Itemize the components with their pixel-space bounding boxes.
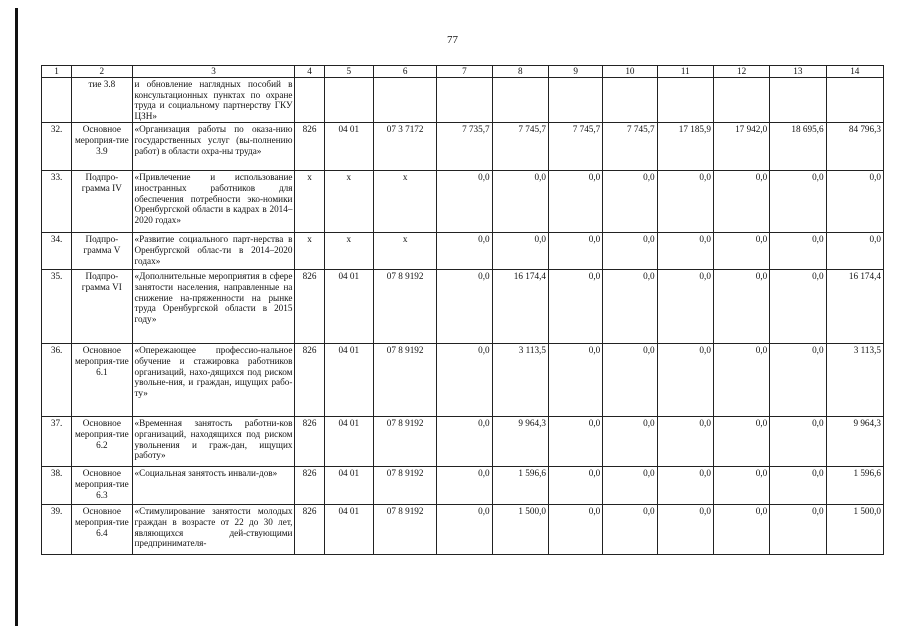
item-description: «Дополнительные мероприятия в сфере занятости населения, направленные на снижение на-пряженности на рынке труда Оренбургской области в 2015 году» [132, 270, 295, 344]
cell-col11 [657, 78, 713, 123]
table-row [42, 505, 884, 555]
item-name: Основное мероприя-тие 6.3 [72, 467, 132, 505]
page-number: 77 [447, 34, 458, 46]
header-cell: 6 [373, 66, 436, 78]
table-row [42, 467, 884, 505]
cell-col11: 0,0 [657, 171, 713, 233]
cell-col4: х [295, 233, 324, 270]
header-cell: 3 [132, 66, 295, 78]
cell-col14: 9 964,3 [826, 417, 883, 467]
cell-col5 [324, 78, 373, 123]
header-cell: 2 [72, 66, 132, 78]
header-cell: 4 [295, 66, 324, 78]
cell-col12: 0,0 [713, 233, 769, 270]
cell-col8: 9 964,3 [492, 417, 548, 467]
cell-col14: 0,0 [826, 233, 883, 270]
cell-col7: 0,0 [437, 344, 492, 417]
cell-col7: 0,0 [437, 417, 492, 467]
row-number: 35. [42, 270, 72, 344]
cell-col12: 0,0 [713, 505, 769, 555]
row-number: 33. [42, 171, 72, 233]
cell-col6: х [373, 171, 436, 233]
header-cell: 9 [548, 66, 602, 78]
row-number: 39. [42, 505, 72, 555]
cell-col9: 0,0 [548, 417, 602, 467]
item-description: «Опережающее профессио-нальное обучение и стажировка работников организаций, нахо-дящихся под риском увольне-ния, и граждан, ищущих рабо-ту» [132, 344, 295, 417]
cell-col5: 04 01 [324, 467, 373, 505]
cell-col9: 0,0 [548, 171, 602, 233]
cell-col8: 3 113,5 [492, 344, 548, 417]
item-description: «Организация работы по оказа-нию государственных услуг (вы-полнению работ) в области охра-ны труда» [132, 123, 295, 171]
cell-col14: 1 500,0 [826, 505, 883, 555]
item-name: Основное мероприя-тие 6.2 [72, 417, 132, 467]
cell-col8: 0,0 [492, 171, 548, 233]
header-cell: 7 [437, 66, 492, 78]
cell-col10: 0,0 [603, 270, 657, 344]
cell-col10: 0,0 [603, 233, 657, 270]
table-row [42, 417, 884, 467]
header-row [42, 66, 884, 78]
cell-col8 [492, 78, 548, 123]
cell-col7 [437, 78, 492, 123]
cell-col12: 0,0 [713, 270, 769, 344]
cell-col12: 0,0 [713, 417, 769, 467]
cell-col7: 0,0 [437, 270, 492, 344]
cell-col5: 04 01 [324, 505, 373, 555]
header-cell: 13 [770, 66, 826, 78]
cell-col11: 0,0 [657, 233, 713, 270]
cell-col4: 826 [295, 505, 324, 555]
cell-col10: 0,0 [603, 344, 657, 417]
table-row [42, 344, 884, 417]
cell-col11: 0,0 [657, 270, 713, 344]
item-description: «Временная занятость работни-ков организаций, находящихся под риском увольнения и граж-дан, ищущих работу» [132, 417, 295, 467]
cell-col8: 1 596,6 [492, 467, 548, 505]
cell-col10 [603, 78, 657, 123]
header-cell: 11 [657, 66, 713, 78]
cell-col13: 0,0 [770, 270, 826, 344]
item-name: Подпро-грамма VI [72, 270, 132, 344]
cell-col14: 84 796,3 [826, 123, 883, 171]
cell-col6 [373, 78, 436, 123]
cell-col13: 0,0 [770, 344, 826, 417]
cell-col6: 07 8 9192 [373, 270, 436, 344]
cell-col5: 04 01 [324, 270, 373, 344]
cell-col7: 0,0 [437, 233, 492, 270]
cell-col7: 0,0 [437, 467, 492, 505]
cell-col8: 0,0 [492, 233, 548, 270]
table-row [42, 270, 884, 344]
item-name: Основное мероприя-тие 6.1 [72, 344, 132, 417]
cell-col13: 0,0 [770, 171, 826, 233]
cell-col10: 0,0 [603, 171, 657, 233]
cell-col6: х [373, 233, 436, 270]
cell-col13: 0,0 [770, 417, 826, 467]
cell-col5: х [324, 171, 373, 233]
row-number: 38. [42, 467, 72, 505]
cell-col14: 1 596,6 [826, 467, 883, 505]
cell-col11: 0,0 [657, 344, 713, 417]
header-cell: 1 [42, 66, 72, 78]
cell-col4: х [295, 171, 324, 233]
cell-col12: 0,0 [713, 171, 769, 233]
cell-col12: 0,0 [713, 344, 769, 417]
cell-col13 [770, 78, 826, 123]
cell-col6: 07 8 9192 [373, 467, 436, 505]
cell-col12 [713, 78, 769, 123]
cell-col13: 0,0 [770, 233, 826, 270]
cell-col11: 0,0 [657, 417, 713, 467]
table-row [42, 78, 884, 123]
cell-col4: 826 [295, 417, 324, 467]
cell-col12: 0,0 [713, 467, 769, 505]
item-description: «Социальная занятость инвали-дов» [132, 467, 295, 505]
cell-col8: 1 500,0 [492, 505, 548, 555]
table-row [42, 171, 884, 233]
cell-col4: 826 [295, 270, 324, 344]
cell-col7: 0,0 [437, 505, 492, 555]
cell-col4: 826 [295, 123, 324, 171]
cell-col10: 0,0 [603, 417, 657, 467]
item-description: и обновление наглядных пособий в консультационных пунктах по охране труда и социальному партнерству ГКУ ЦЗН» [132, 78, 295, 123]
binding-edge-line [15, 8, 18, 626]
header-cell: 10 [603, 66, 657, 78]
cell-col5: 04 01 [324, 417, 373, 467]
cell-col6: 07 8 9192 [373, 417, 436, 467]
cell-col6: 07 3 7172 [373, 123, 436, 171]
item-description: «Стимулирование занятости молодых граждан в возрасте от 22 до 30 лет, являющихся дей-ствующими предпринимателя- [132, 505, 295, 555]
cell-col9: 0,0 [548, 233, 602, 270]
cell-col9: 0,0 [548, 270, 602, 344]
cell-col9: 0,0 [548, 344, 602, 417]
cell-col14 [826, 78, 883, 123]
header-cell: 12 [713, 66, 769, 78]
cell-col14: 0,0 [826, 171, 883, 233]
cell-col9: 0,0 [548, 505, 602, 555]
item-name: Подпро-грамма V [72, 233, 132, 270]
cell-col11: 17 185,9 [657, 123, 713, 171]
cell-col13: 18 695,6 [770, 123, 826, 171]
header-cell: 5 [324, 66, 373, 78]
item-name: Основное мероприя-тие 3.9 [72, 123, 132, 171]
item-description: «Развитие социального парт-нерства в Оренбургской облас-ти в 2014–2020 годах» [132, 233, 295, 270]
cell-col7: 7 735,7 [437, 123, 492, 171]
cell-col4: 826 [295, 467, 324, 505]
table-row [42, 123, 884, 171]
cell-col9: 0,0 [548, 467, 602, 505]
table-row [42, 233, 884, 270]
cell-col12: 17 942,0 [713, 123, 769, 171]
header-cell: 14 [826, 66, 883, 78]
cell-col11: 0,0 [657, 505, 713, 555]
cell-col5: 04 01 [324, 344, 373, 417]
cell-col10: 0,0 [603, 505, 657, 555]
cell-col8: 16 174,4 [492, 270, 548, 344]
cell-col6: 07 8 9192 [373, 344, 436, 417]
cell-col11: 0,0 [657, 467, 713, 505]
cell-col5: 04 01 [324, 123, 373, 171]
cell-col10: 0,0 [603, 467, 657, 505]
item-name: Основное мероприя-тие 6.4 [72, 505, 132, 555]
item-description: «Привлечение и использование иностранных работников для обеспечения потребности эко-номики Оренбургской области в кадрах в 2014–2020 годах» [132, 171, 295, 233]
cell-col4 [295, 78, 324, 123]
budget-table [41, 65, 884, 555]
row-number: 32. [42, 123, 72, 171]
cell-col10: 7 745,7 [603, 123, 657, 171]
cell-col13: 0,0 [770, 467, 826, 505]
row-number [42, 78, 72, 123]
row-number: 34. [42, 233, 72, 270]
item-name: Подпро-грамма IV [72, 171, 132, 233]
cell-col9: 7 745,7 [548, 123, 602, 171]
row-number: 37. [42, 417, 72, 467]
cell-col5: х [324, 233, 373, 270]
cell-col7: 0,0 [437, 171, 492, 233]
header-cell: 8 [492, 66, 548, 78]
cell-col13: 0,0 [770, 505, 826, 555]
item-name: тие 3.8 [72, 78, 132, 123]
cell-col9 [548, 78, 602, 123]
row-number: 36. [42, 344, 72, 417]
cell-col8: 7 745,7 [492, 123, 548, 171]
cell-col6: 07 8 9192 [373, 505, 436, 555]
cell-col14: 16 174,4 [826, 270, 883, 344]
cell-col4: 826 [295, 344, 324, 417]
cell-col14: 3 113,5 [826, 344, 883, 417]
